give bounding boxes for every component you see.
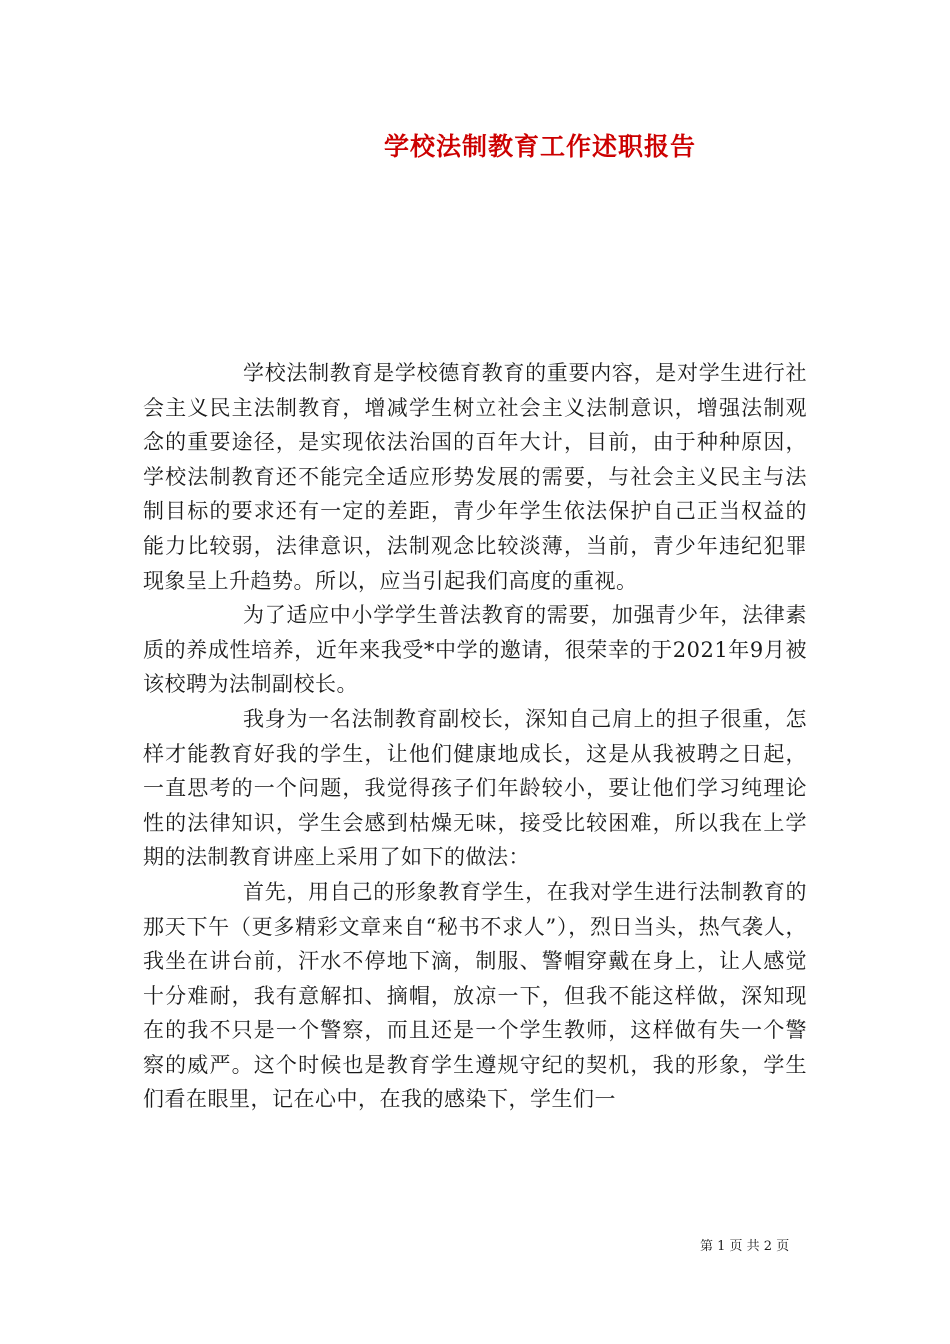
paragraph-3: 我身为一名法制教育副校长，深知自己肩上的担子很重，怎样才能教育好我的学生，让他们健康地成长，这是从我被聘之日起，一直思考的一个问题，我觉得孩子们年龄较小，要让他们学习纯理论性的法律知识，学生会感到枯燥无味，接受比较困难，所以我在上学期的法制教育讲座上采用了如下的做法： bbox=[143, 706, 807, 870]
document-body bbox=[143, 356, 807, 1117]
paragraph-2: 为了适应中小学学生普法教育的需要，加强青少年，法律素质的养成性培养，近年来我受*中学的邀请，很荣幸的于2021年9月被该校聘为法制副校长。 bbox=[143, 603, 807, 697]
paragraph-1: 学校法制教育是学校德育教育的重要内容，是对学生进行社会主义民主法制教育，增减学生树立社会主义法制意识，增强法制观念的重要途径，是实现依法治国的百年大计，目前，由于种种原因，学校法制教育还不能完全适应形势发展的需要，与社会主义民主与法制目标的要求还有一定的差距，青少年学生依法保护自己正当权益的能力比较弱，法律意识，法制观念比较淡薄，当前，青少年违纪犯罪现象呈上升趋势。所以，应当引起我们高度的重视。 bbox=[143, 361, 807, 593]
document-title: 学校法制教育工作述职报告 bbox=[383, 132, 696, 161]
paragraph-4: 首先，用自己的形象教育学生，在我对学生进行法制教育的那天下午（更多精彩文章来自“秘书不求人”），烈日当头，热气袭人，我坐在讲台前，汗水不停地下滴，制服、警帽穿戴在身上，让人感觉十分难耐，我有意解扣、摘帽，放凉一下，但我不能这样做，深知现在的我不只是一个警察，而且还是一个学生教师，这样做有失一个警察的威严。这个时候也是教育学生遵规守纪的契机，我的形象，学生们看在眼里，记在心中，在我的感染下，学生们一 bbox=[143, 879, 807, 1112]
page-number-footer: 第 1 页 共 2 页 bbox=[700, 1239, 790, 1254]
